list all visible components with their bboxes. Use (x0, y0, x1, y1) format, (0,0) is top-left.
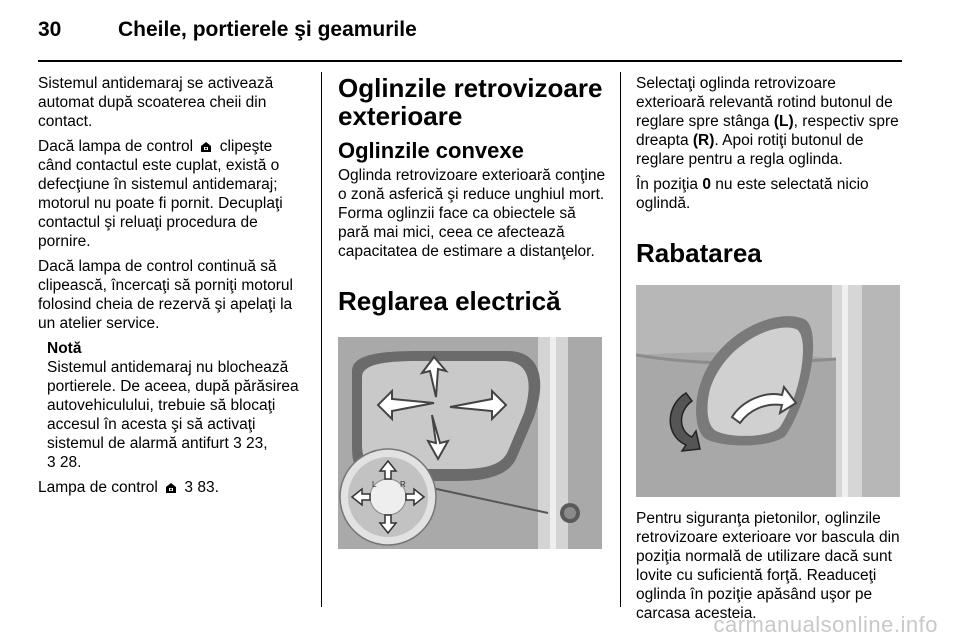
label-right: (R) (692, 132, 715, 149)
header-rule (38, 60, 902, 62)
column-2 (338, 74, 606, 549)
paragraph-spare-key: Dacă lampa de control continuă să clipească, încercaţi să porniţi motorul folosind cheia de rezervă şi apelaţi la un atelier service. (38, 258, 294, 332)
page-header (38, 18, 902, 48)
column-divider-2 (620, 72, 621, 607)
paragraph-text: nu este selectată nicio oglindă. (636, 176, 869, 212)
paragraph-text: Dacă lampa de control (38, 138, 194, 155)
mirror-folding-illustration (636, 285, 900, 497)
figure-label-left: L (372, 480, 377, 489)
label-zero: 0 (702, 176, 711, 193)
column-1 (38, 74, 308, 503)
column-3 (636, 74, 906, 629)
paragraph-text: . Apoi rotiţi butonul de reglare pentru a regla oglinda. (636, 132, 864, 168)
paragraph-text: clipeşte când contactul este cuplat, există o defecţiune în sistemul antidemaraj; motorul nu poate fi pornit. Decuplaţi contactul şi reluaţi procedura de pornire. (38, 138, 283, 250)
paragraph-text: , respectiv spre dreapta (636, 113, 899, 149)
page-reference: 3 83. (184, 479, 219, 496)
page-number: 30 (38, 18, 62, 41)
paragraph-immobiliser-activation: Sistemul antidemaraj se activează automat după scoaterea cheii din contact. (38, 75, 274, 130)
label-left: (L) (773, 113, 794, 130)
paragraph-folding-info: Pentru siguranţa pietonilor, oglinzile retrovizoare exterioare vor bascula din poziţia normală de utilizare dacă sunt lovite cu suficientă forţă. Readuceţi oglinda în poziţie apăsând uşor pe carcasa acesteia. (636, 510, 900, 622)
note-text: Sistemul antidemaraj nu blochează portierele. De aceea, după părăsirea autovehiculului, trebuie să blocaţi accesul în acesta şi să activaţi sistemul de alarmă antifurt (47, 359, 299, 452)
paragraph-position-zero (636, 175, 906, 213)
electric-mirror-adjustment-illustration (338, 337, 602, 549)
section-heading-mirrors: Oglinzile retrovizoare exterioare (338, 73, 603, 131)
page-reference: 3 28. (47, 454, 82, 471)
page-title: Cheile, portierele şi geamurile (118, 18, 417, 41)
section-heading-folding: Rabatarea (636, 238, 762, 268)
figure-label-right: R (400, 480, 406, 489)
paragraph-control-lamp-ref (38, 478, 308, 497)
paragraph-text: Lampa de control (38, 479, 158, 496)
note-block (38, 339, 308, 472)
paragraph-select-mirror (636, 74, 906, 169)
section-heading-electric-adjustment: Reglarea electrică (338, 286, 561, 316)
watermark: carmanualsonline.info (713, 612, 938, 637)
note-label: Notă (47, 340, 82, 357)
paragraph-text: Selectaţi oglinda retrovizoare exterioară relevantă rotind butonul de reglare spre stânga (636, 75, 893, 130)
paragraph-text: În poziţia (636, 176, 699, 193)
page-reference: 3 23, (233, 435, 268, 452)
paragraph-convex-mirrors: Oglinda retrovizoare exterioară conţine o zonă asferică şi reduce unghiul mort. Forma oglinzii face ca obiectele să pară mai mici, ceea ce afectează capacitatea de estimare a distanţelor. (338, 167, 606, 260)
immobiliser-lamp-icon (164, 481, 178, 494)
column-divider-1 (321, 72, 322, 607)
subsection-heading-convex: Oglinzile convexe (338, 138, 524, 163)
paragraph-control-lamp-flashing (38, 137, 308, 251)
immobiliser-lamp-icon (199, 140, 213, 153)
